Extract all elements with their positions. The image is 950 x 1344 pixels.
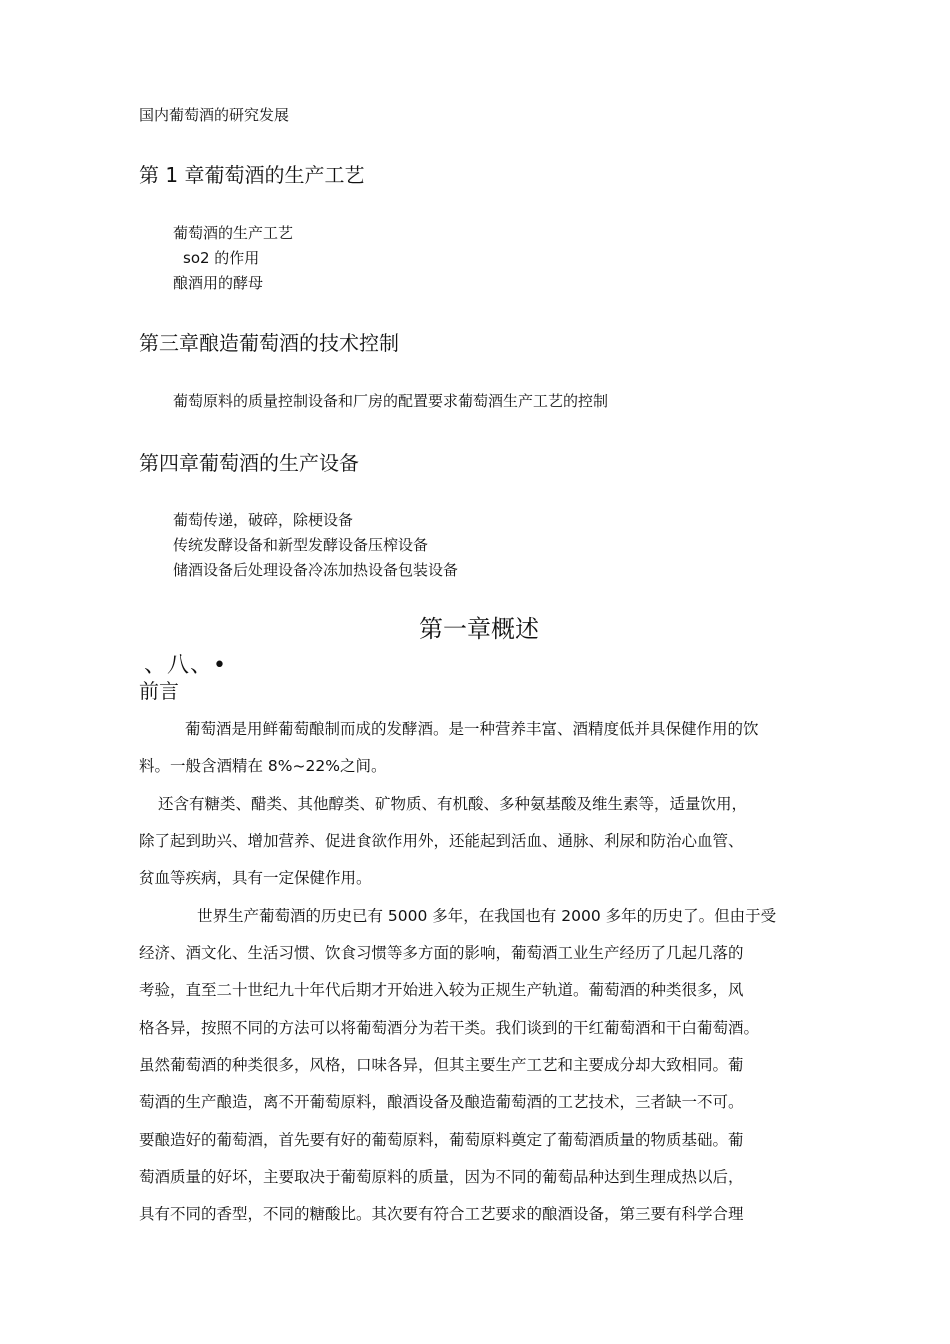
- body-line: 格各异，按照不同的方法可以将葡萄酒分为若干类。我们谈到的干红葡萄酒和干白葡萄酒。: [139, 1019, 760, 1037]
- toc-chapter-1-item: so2 的作用: [183, 249, 260, 267]
- body-line: 要酿造好的葡萄酒，首先要有好的葡萄原料，葡萄原料奠定了葡萄酒质量的物质基础。葡: [139, 1131, 744, 1149]
- toc-chapter-4-title: 第四章葡萄酒的生产设备: [139, 451, 359, 475]
- body-line: 具有不同的香型，不同的糖酸比。其次要有符合工艺要求的酿酒设备，第三要有科学合理: [139, 1205, 744, 1223]
- body-line: 考验，直至二十世纪九十年代后期才开始进入较为正规生产轨道。葡萄酒的种类很多，风: [139, 981, 744, 999]
- body-line: 贫血等疾病，具有一定保健作用。: [139, 869, 372, 887]
- toc-chapter-4-item: 葡萄传递，破碎，除梗设备: [173, 511, 354, 529]
- toc-chapter-4-item: 传统发酵设备和新型发酵设备压榨设备: [173, 536, 429, 554]
- body-line: 世界生产葡萄酒的历史已有 5000 多年，在我国也有 2000 多年的历史了。但由于受: [197, 907, 777, 925]
- toc-chapter-1-item: 酿酒用的酵母: [173, 274, 264, 292]
- garbled-mark: 、八、•: [144, 653, 227, 678]
- body-line: 还含有糖类、醋类、其他醇类、矿物质、有机酸、多种氨基酸及维生素等，适量饮用，: [158, 795, 748, 813]
- body-line: 经济、酒文化、生活习惯、饮食习惯等多方面的影响，葡萄酒工业生产经历了几起几落的: [139, 944, 744, 962]
- preface-heading: 前言: [139, 679, 179, 703]
- toc-chapter-1-title: 第 1 章葡萄酒的生产工艺: [139, 163, 365, 187]
- toc-chapter-1-item: 葡萄酒的生产工艺: [173, 224, 294, 242]
- body-line: 除了起到助兴、增加营养、促进食欲作用外，还能起到活血、通脉、利尿和防治心血管、: [139, 832, 744, 850]
- body-line: 葡萄酒是用鲜葡萄酿制而成的发酵酒。是一种营养丰富、酒精度低并具保健作用的饮: [185, 720, 759, 738]
- body-line: 萄酒的生产酿造，离不开葡萄原料，酿酒设备及酿造葡萄酒的工艺技术，三者缺一不可。: [139, 1093, 744, 1111]
- toc-chapter-3-item: 葡萄原料的质量控制设备和厂房的配置要求葡萄酒生产工艺的控制: [173, 392, 609, 410]
- body-line: 虽然葡萄酒的种类很多，风格，口味各异，但其主要生产工艺和主要成分却大致相同。葡: [139, 1056, 744, 1074]
- toc-intro: 国内葡萄酒的研究发展: [139, 106, 290, 124]
- toc-chapter-4-item: 储酒设备后处理设备冷冻加热设备包装设备: [173, 561, 459, 579]
- body-line: 萄酒质量的好坏，主要取决于葡萄原料的质量，因为不同的葡萄品种达到生理成热以后，: [139, 1168, 744, 1186]
- toc-chapter-3-title: 第三章酿造葡萄酒的技术控制: [139, 331, 399, 355]
- body-line: 料。一般含酒精在 8%~22%之间。: [139, 757, 387, 775]
- chapter-title: 第一章概述: [419, 615, 539, 643]
